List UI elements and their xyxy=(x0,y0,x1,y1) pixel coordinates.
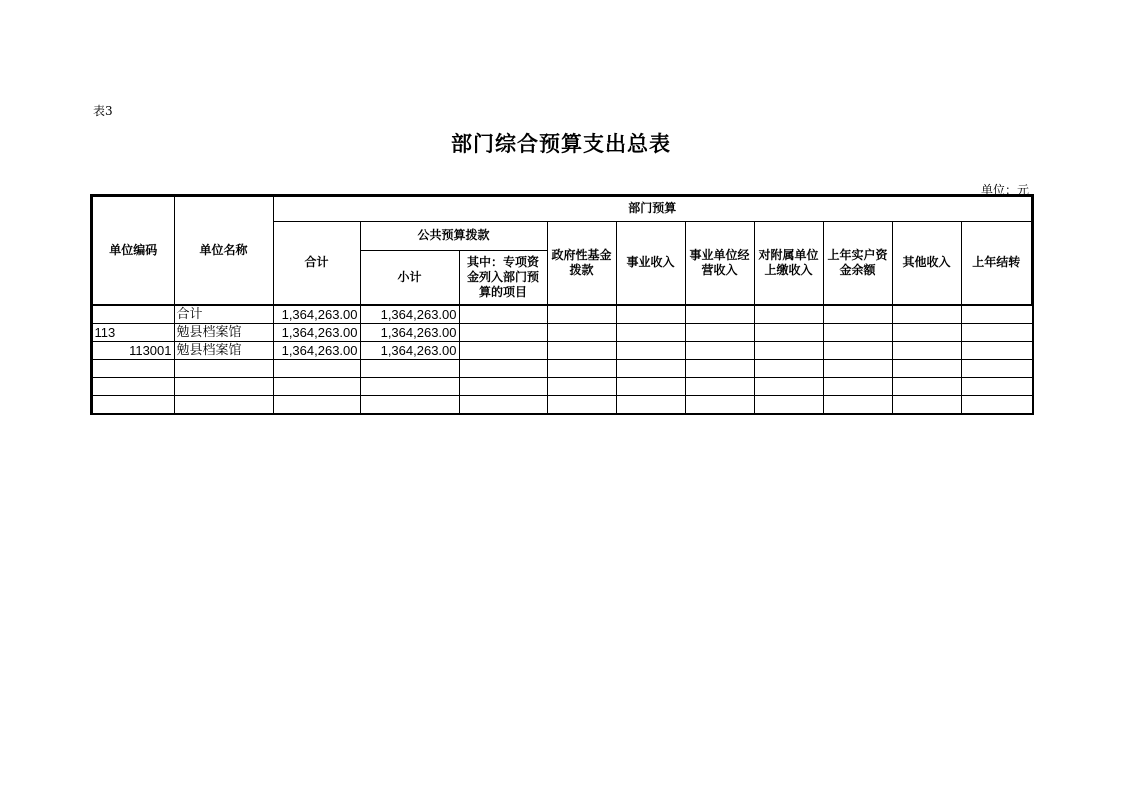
header-affiliated-income: 对附属单位上缴收入 xyxy=(754,221,823,305)
header-subtotal: 小计 xyxy=(360,250,459,305)
code-cell xyxy=(92,378,174,396)
code-cell xyxy=(92,305,174,324)
prior-year-carryover-cell xyxy=(961,360,1032,378)
budget-expenditure-table xyxy=(91,195,1033,414)
subtotal-cell xyxy=(360,360,459,378)
prior-year-balance-cell xyxy=(823,396,892,414)
header-prior-year-carryover: 上年结转 xyxy=(961,221,1032,305)
business-operation-income-cell xyxy=(685,305,754,324)
other-income-cell xyxy=(892,378,961,396)
total-cell xyxy=(273,396,360,414)
business-income-cell xyxy=(616,396,685,414)
name-cell: 合计 xyxy=(174,305,273,324)
prior-year-carryover-cell xyxy=(961,378,1032,396)
affiliated-income-cell xyxy=(754,305,823,324)
total-cell: 1,364,263.00 xyxy=(273,305,360,324)
total-cell: 1,364,263.00 xyxy=(273,342,360,360)
name-cell: 勉县档案馆 xyxy=(174,342,273,360)
table-number-label: 表3 xyxy=(93,104,113,118)
gov-fund-cell xyxy=(547,396,616,414)
business-operation-income-cell xyxy=(685,360,754,378)
business-income-cell xyxy=(616,324,685,342)
code-cell xyxy=(92,360,174,378)
subtotal-cell: 1,364,263.00 xyxy=(360,324,459,342)
subtotal-cell xyxy=(360,378,459,396)
affiliated-income-cell xyxy=(754,342,823,360)
affiliated-income-cell xyxy=(754,360,823,378)
header-prior-year-balance: 上年实户资金余额 xyxy=(823,221,892,305)
name-cell xyxy=(174,378,273,396)
table-row xyxy=(92,324,1032,342)
header-other-income: 其他收入 xyxy=(892,221,961,305)
business-operation-income-cell xyxy=(685,396,754,414)
unit-label: 单位：元 xyxy=(980,183,1029,197)
header-total: 合计 xyxy=(273,221,360,305)
other-income-cell xyxy=(892,360,961,378)
prior-year-balance-cell xyxy=(823,324,892,342)
header-public-budget: 公共预算拨款 xyxy=(360,221,547,250)
total-cell xyxy=(273,360,360,378)
other-income-cell xyxy=(892,324,961,342)
header-unit-code: 单位编码 xyxy=(92,196,174,305)
page-title: 部门综合预算支出总表 xyxy=(451,132,671,156)
business-operation-income-cell xyxy=(685,378,754,396)
gov-fund-cell xyxy=(547,342,616,360)
gov-fund-cell xyxy=(547,360,616,378)
table-row xyxy=(92,360,1032,378)
prior-year-carryover-cell xyxy=(961,305,1032,324)
subtotal-cell xyxy=(360,396,459,414)
prior-year-carryover-cell xyxy=(961,324,1032,342)
business-income-cell xyxy=(616,305,685,324)
header-business-income: 事业收入 xyxy=(616,221,685,305)
prior-year-balance-cell xyxy=(823,360,892,378)
header-special-items: 其中：专项资金列入部门预算的项目 xyxy=(459,250,547,305)
header-unit-name: 单位名称 xyxy=(174,196,273,305)
special-items-cell xyxy=(459,360,547,378)
table-row xyxy=(92,342,1032,360)
other-income-cell xyxy=(892,305,961,324)
table-row xyxy=(92,396,1032,414)
business-income-cell xyxy=(616,360,685,378)
table-row xyxy=(92,305,1032,324)
special-items-cell xyxy=(459,324,547,342)
total-cell: 1,364,263.00 xyxy=(273,324,360,342)
name-cell xyxy=(174,360,273,378)
subtotal-cell: 1,364,263.00 xyxy=(360,342,459,360)
other-income-cell xyxy=(892,396,961,414)
affiliated-income-cell xyxy=(754,396,823,414)
code-cell: 113 xyxy=(92,324,174,342)
other-income-cell xyxy=(892,342,961,360)
affiliated-income-cell xyxy=(754,324,823,342)
special-items-cell xyxy=(459,342,547,360)
table-row xyxy=(92,378,1032,396)
prior-year-balance-cell xyxy=(823,342,892,360)
total-cell xyxy=(273,378,360,396)
prior-year-carryover-cell xyxy=(961,396,1032,414)
header-gov-fund: 政府性基金拨款 xyxy=(547,221,616,305)
business-income-cell xyxy=(616,342,685,360)
business-operation-income-cell xyxy=(685,342,754,360)
header-dept-budget: 部门预算 xyxy=(273,196,1032,221)
code-cell: 113001 xyxy=(92,342,174,360)
special-items-cell xyxy=(459,378,547,396)
gov-fund-cell xyxy=(547,324,616,342)
subtotal-cell: 1,364,263.00 xyxy=(360,305,459,324)
special-items-cell xyxy=(459,396,547,414)
gov-fund-cell xyxy=(547,378,616,396)
prior-year-balance-cell xyxy=(823,305,892,324)
name-cell xyxy=(174,396,273,414)
name-cell: 勉县档案馆 xyxy=(174,324,273,342)
affiliated-income-cell xyxy=(754,378,823,396)
header-business-operation-income: 事业单位经营收入 xyxy=(685,221,754,305)
prior-year-carryover-cell xyxy=(961,342,1032,360)
business-income-cell xyxy=(616,378,685,396)
prior-year-balance-cell xyxy=(823,378,892,396)
business-operation-income-cell xyxy=(685,324,754,342)
gov-fund-cell xyxy=(547,305,616,324)
code-cell xyxy=(92,396,174,414)
special-items-cell xyxy=(459,305,547,324)
